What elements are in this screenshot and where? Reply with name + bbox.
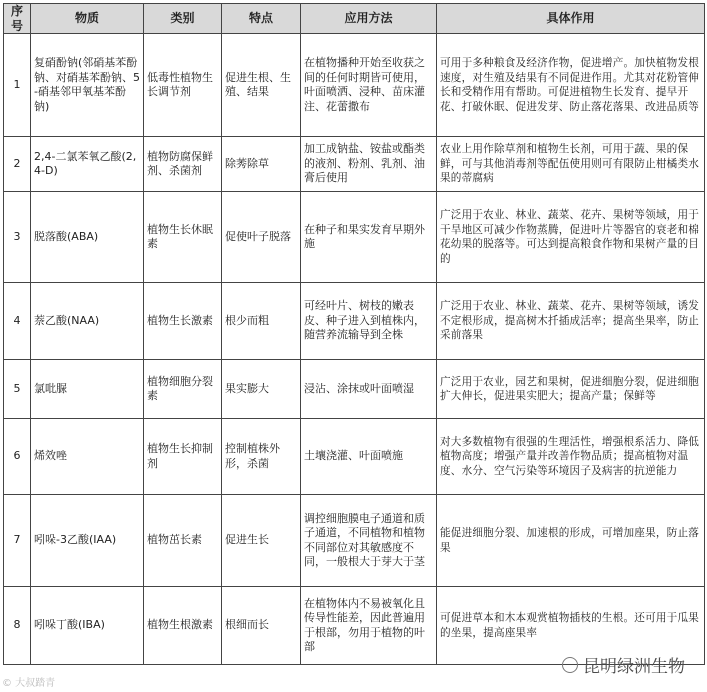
effect-cell: 广泛用于农业、林业、蔬菜、花卉、果树等领域，用于干旱地区可减少作物蒸腾，促进叶片等器官的衰老和棉花幼果的脱落等。可达到提高粮食作物和果树产量的目的 [437, 192, 705, 283]
col-header-effect: 具体作用 [437, 4, 705, 34]
category-cell: 植物防腐保鲜剂、杀菌剂 [144, 137, 222, 192]
substance-cell: 吲哚-3乙酸(IAA) [31, 495, 144, 587]
method-cell: 在种子和果实发育早期外施 [301, 192, 437, 283]
watermark-right-text: 昆明绿洲生物 [583, 657, 685, 677]
effect-cell: 能促进细胞分裂、加速根的形成，可增加座果，防止落果 [437, 495, 705, 587]
feature-cell: 除莠除草 [222, 137, 301, 192]
effect-cell: 可促进草本和木本观赏植物插枝的生根。还可用于瓜果的坐果，提高座果率 [437, 587, 705, 665]
col-header-category: 类别 [144, 4, 222, 34]
row-number: 7 [4, 495, 31, 587]
method-cell: 在植物体内不易被氧化且传导性能差，因此普遍用于根部，勿用于植物的叶部 [301, 587, 437, 665]
row-number: 8 [4, 587, 31, 665]
col-header-method: 应用方法 [301, 4, 437, 34]
watermark-right [562, 652, 685, 677]
watermark-left: © 大叔踏青 [2, 678, 56, 689]
table-row [4, 192, 705, 283]
substance-cell: 2,4-二氯苯氧乙酸(2,4-D) [31, 137, 144, 192]
substance-cell: 复硝酚钠(邻硝基苯酚钠、对硝基苯酚钠、5-硝基邻甲氧基苯酚钠) [31, 34, 144, 137]
method-cell: 土壤浇灌、叶面喷施 [301, 419, 437, 495]
effect-cell: 广泛用于农业，园艺和果树，促进细胞分裂，促进细胞扩大伸长，促进果实肥大；提高产量；保鲜等 [437, 360, 705, 419]
method-cell: 调控细胞膜电子通道和质子通道，不同植物和植物不同部位对其敏感度不同，一般根大于芽大于茎 [301, 495, 437, 587]
category-cell: 植物茁长素 [144, 495, 222, 587]
col-header-substance: 物质 [31, 4, 144, 34]
table-row [4, 360, 705, 419]
effect-cell: 广泛用于农业、林业、蔬菜、花卉、果树等领域，诱发不定根形成，提高树木扦插成活率；提高坐果率，防止采前落果 [437, 283, 705, 360]
wechat-logo-icon [562, 657, 578, 673]
col-header-feature: 特点 [222, 4, 301, 34]
row-number: 6 [4, 419, 31, 495]
effect-cell: 对大多数植物有很强的生理活性，增强根系活力、降低植物高度；增强产量并改善作物品质；提高植物对温度、水分、空气污染等环境因子及病害的抗逆能力 [437, 419, 705, 495]
row-number: 3 [4, 192, 31, 283]
substance-cell: 萘乙酸(NAA) [31, 283, 144, 360]
row-number: 4 [4, 283, 31, 360]
effect-cell: 农业上用作除草剂和植物生长剂，可用于蔬、果的保鲜，可与其他消毒剂等配伍使用则可有限防止柑橘类水果的蒂腐病 [437, 137, 705, 192]
category-cell: 植物生长抑制剂 [144, 419, 222, 495]
method-cell: 在植物播种开始至收获之间的任何时期皆可使用，叶面喷洒、浸种、苗床灌注、花蕾撒布 [301, 34, 437, 137]
feature-cell: 根少而粗 [222, 283, 301, 360]
method-cell: 浸沾、涂抹或叶面喷湿 [301, 360, 437, 419]
category-cell: 植物细胞分裂素 [144, 360, 222, 419]
category-cell: 低毒性植物生长调节剂 [144, 34, 222, 137]
table-header-row [4, 4, 705, 34]
row-number: 5 [4, 360, 31, 419]
method-cell: 加工成钠盐、铵盐或酯类的液剂、粉剂、乳剂、油膏后使用 [301, 137, 437, 192]
effect-cell: 可用于多种粮食及经济作物，促进增产。加快植物发根速度，对生殖及结果有不同促进作用。尤其对花粉管伸长和受精作用有帮助。可促进植物生长发育、提早开花、打破休眠、促进发芽、防止落花落果、改进品质等 [437, 34, 705, 137]
feature-cell: 促使叶子脱落 [222, 192, 301, 283]
table-row [4, 34, 705, 137]
method-cell: 可经叶片、树枝的嫩表皮、种子进入到植株内，随营养流输导到全株 [301, 283, 437, 360]
row-number: 1 [4, 34, 31, 137]
category-cell: 植物生根激素 [144, 587, 222, 665]
plant-regulator-table [3, 3, 705, 665]
table-row [4, 495, 705, 587]
feature-cell: 控制植株外形，杀菌 [222, 419, 301, 495]
substance-cell: 氯吡脲 [31, 360, 144, 419]
category-cell: 植物生长激素 [144, 283, 222, 360]
table-row [4, 137, 705, 192]
feature-cell: 促进生根、生殖、结果 [222, 34, 301, 137]
substance-cell: 吲哚丁酸(IBA) [31, 587, 144, 665]
feature-cell: 果实膨大 [222, 360, 301, 419]
substance-cell: 脱落酸(ABA) [31, 192, 144, 283]
table-row [4, 419, 705, 495]
substance-cell: 烯效唑 [31, 419, 144, 495]
row-number: 2 [4, 137, 31, 192]
table-row [4, 283, 705, 360]
col-header-no: 序号 [4, 4, 31, 34]
feature-cell: 根细而长 [222, 587, 301, 665]
feature-cell: 促进生长 [222, 495, 301, 587]
category-cell: 植物生长休眠素 [144, 192, 222, 283]
